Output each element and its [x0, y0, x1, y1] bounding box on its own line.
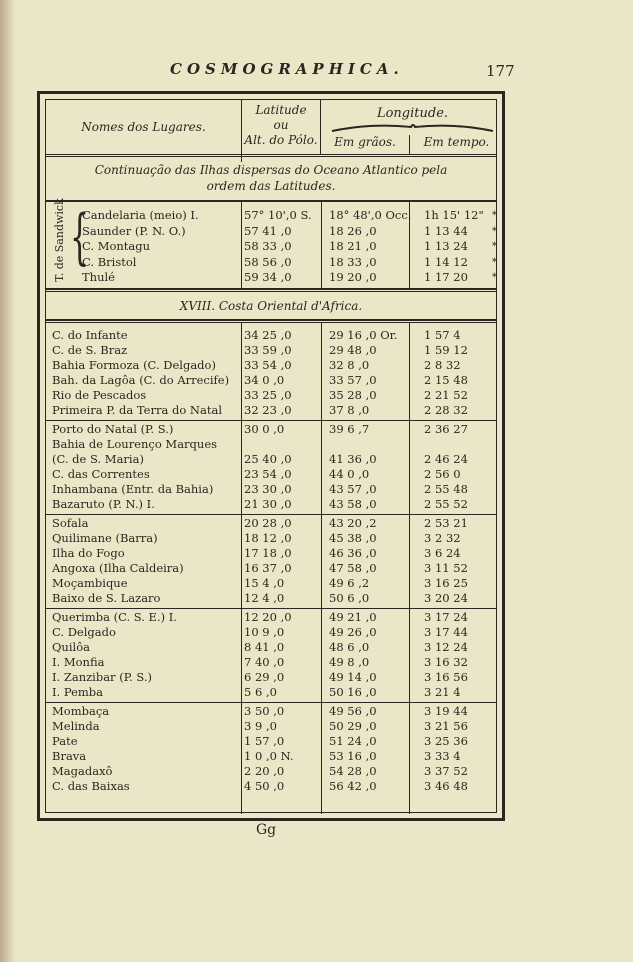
table-row [46, 452, 504, 467]
table-row [46, 610, 504, 625]
header-degrees: Em grãos. [321, 135, 410, 154]
longitude-degrees-value: 50 29 ,0 [329, 719, 377, 733]
table-row [46, 328, 504, 343]
star-mark: * [492, 210, 497, 221]
table-row [46, 685, 504, 700]
longitude-degrees-value: 33 57 ,0 [329, 373, 377, 387]
table-frame [37, 91, 505, 821]
place-name: (C. de S. Maria) [52, 452, 144, 466]
rule [46, 200, 496, 202]
longitude-degrees-value: 49 6 ,2 [329, 576, 370, 590]
header-latitude [241, 100, 321, 154]
longitude-time-value: 3 12 24 [424, 640, 468, 654]
table-row [46, 403, 504, 418]
longitude-degrees-value: 54 28 ,0 [329, 764, 377, 778]
table-row [46, 749, 504, 764]
latitude-value: 23 30 ,0 [244, 482, 292, 496]
continuation-note: Continuação das Ilhas dispersas do Oceano Atlantico pela ordem das Latitudes. [94, 163, 448, 193]
place-name: Ilha do Fogo [52, 546, 125, 560]
table-row [46, 208, 504, 223]
place-name: Rio de Pescados [52, 388, 147, 402]
place-name: Magadaxô [52, 764, 113, 778]
longitude-degrees-value: 35 28 ,0 [329, 388, 377, 402]
longitude-time-value: 2 55 48 [424, 482, 468, 496]
group-divider [46, 608, 496, 609]
group-divider [46, 514, 496, 515]
place-name: Melinda [52, 719, 100, 733]
latitude-value: 7 40 ,0 [244, 655, 285, 669]
longitude-degrees-value: 19 20 ,0 [329, 270, 377, 284]
table-row [46, 239, 504, 254]
longitude-degrees-value: 18° 48',0 Occ. [329, 208, 412, 222]
longitude-time-value: 3 33 4 [424, 749, 461, 763]
table-row [46, 764, 504, 779]
running-head: COSMOGRAPHICA. [170, 60, 404, 78]
longitude-time-value: 3 16 25 [424, 576, 468, 590]
place-name: C. Montagu [82, 239, 151, 253]
latitude-value: 34 0 ,0 [244, 373, 285, 387]
longitude-degrees-value: 44 0 ,0 [329, 467, 370, 481]
table-row [46, 437, 504, 452]
column-divider [241, 154, 242, 162]
latitude-value: 18 12 ,0 [244, 531, 292, 545]
longitude-degrees-value: 51 24 ,0 [329, 734, 377, 748]
header-names: Nomes dos Lugares. [81, 120, 206, 134]
longitude-degrees-value: 46 36 ,0 [329, 546, 377, 560]
latitude-value: 57 41 ,0 [244, 223, 292, 238]
place-name: Querimba (C. S. E.) I. [52, 610, 177, 624]
longitude-time-value: 3 17 44 [424, 625, 468, 639]
header-latitude-line2: ou [273, 118, 289, 132]
longitude-degrees-value: 48 6 ,0 [329, 640, 370, 654]
latitude-value: 4 50 ,0 [244, 779, 285, 793]
table-header [46, 100, 496, 157]
latitude-value: 3 50 ,0 [244, 704, 285, 718]
latitude-value: 34 25 ,0 [244, 328, 292, 342]
latitude-value: 58 56 ,0 [244, 254, 292, 269]
place-name: Bazaruto (P. N.) I. [52, 497, 155, 511]
column-divider [409, 200, 410, 288]
longitude-degrees-value: 18 33 ,0 [329, 254, 377, 269]
table-row [46, 343, 504, 358]
latitude-value: 8 41 ,0 [244, 640, 285, 654]
column-divider [321, 200, 322, 288]
longitude-time-value: 3 19 44 [424, 704, 468, 718]
latitude-value: 23 54 ,0 [244, 467, 292, 481]
latitude-value: 33 59 ,0 [244, 343, 292, 357]
latitude-value: 30 0 ,0 [244, 422, 285, 436]
table-row [46, 640, 504, 655]
place-name: Inhambana (Entr. da Bahia) [52, 482, 214, 496]
table-row [46, 497, 504, 512]
header-longitude-title: Longitude. [376, 106, 449, 121]
longitude-time-value: 1 13 44 [424, 223, 468, 238]
longitude-degrees-value: 29 48 ,0 [329, 343, 377, 357]
longitude-degrees-value: 49 14 ,0 [329, 670, 377, 684]
table-row [46, 546, 504, 561]
page-gutter-shadow [0, 0, 16, 962]
longitude-degrees-value: 56 42 ,0 [329, 779, 377, 793]
table-row [46, 779, 504, 794]
signature-mark: Gg [256, 822, 277, 838]
longitude-time-value: 3 37 52 [424, 764, 468, 778]
star-mark: * [492, 225, 497, 237]
rule [46, 288, 496, 290]
latitude-value: 59 34 ,0 [244, 270, 292, 284]
table-inner [45, 99, 497, 813]
longitude-time-value: 3 2 32 [424, 531, 461, 545]
longitude-degrees-value: 37 8 ,0 [329, 403, 370, 417]
longitude-degrees-value: 50 6 ,0 [329, 591, 370, 605]
place-name: Brava [52, 749, 87, 763]
rule [46, 319, 496, 321]
rule [46, 322, 496, 323]
place-name: I. Pemba [52, 685, 104, 699]
column-divider [241, 200, 242, 288]
table-row [46, 531, 504, 546]
table-row [46, 467, 504, 482]
rule [46, 291, 496, 292]
latitude-value: 15 4 ,0 [244, 576, 285, 590]
longitude-brace-icon [331, 122, 494, 132]
longitude-time-value: 3 46 48 [424, 779, 468, 793]
place-name: Moçambique [52, 576, 128, 590]
longitude-degrees-value: 49 26 ,0 [329, 625, 377, 639]
latitude-value: 21 30 ,0 [244, 497, 292, 511]
table-row [46, 255, 504, 270]
longitude-time-value: 3 20 24 [424, 591, 468, 605]
longitude-degrees-value: 43 20 ,2 [329, 516, 377, 530]
table-row [46, 270, 504, 285]
place-name: Bahia de Lourenço Marques [52, 437, 218, 451]
longitude-time-value: 3 17 24 [424, 610, 468, 624]
place-name: Bah. da Lagôa (C. do Arrecife) [52, 373, 230, 387]
latitude-value: 12 4 ,0 [244, 591, 285, 605]
longitude-degrees-value: 45 38 ,0 [329, 531, 377, 545]
longitude-time-value: 2 55 52 [424, 497, 468, 511]
place-name: C. de S. Braz [52, 343, 128, 357]
place-name: Angoxa (Ilha Caldeira) [52, 561, 184, 575]
header-latitude-line3: Alt. do Pólo. [244, 133, 318, 147]
longitude-degrees-value: 43 57 ,0 [329, 482, 377, 496]
header-longitude [321, 100, 504, 154]
latitude-value: 58 33 ,0 [244, 239, 292, 253]
table-row [46, 224, 504, 239]
latitude-value: 32 23 ,0 [244, 403, 292, 417]
place-name: Primeira P. da Terra do Natal [52, 403, 223, 417]
table-row [46, 655, 504, 670]
latitude-value: 10 9 ,0 [244, 625, 285, 639]
place-name: Quilimane (Barra) [52, 531, 158, 545]
longitude-time-value: 3 16 32 [424, 655, 468, 669]
header-latitude-line1: Latitude [255, 103, 307, 117]
place-name: C. das Correntes [52, 467, 150, 481]
longitude-time-value: 3 16 56 [424, 670, 468, 684]
place-name: Baixo de S. Lazaro [52, 591, 161, 605]
latitude-value: 25 40 ,0 [244, 452, 292, 466]
longitude-time-value: 3 6 24 [424, 546, 461, 560]
latitude-value: 17 18 ,0 [244, 546, 292, 560]
table-row [46, 561, 504, 576]
page-number: 177 [486, 62, 515, 80]
table-row [46, 719, 504, 734]
longitude-time-value: 2 21 52 [424, 388, 468, 402]
star-mark: * [492, 256, 497, 268]
longitude-degrees-value: 49 8 ,0 [329, 655, 370, 669]
place-name: I. Zanzibar (P. S.) [52, 670, 153, 684]
latitude-value: 20 28 ,0 [244, 516, 292, 530]
table-row [46, 373, 504, 388]
longitude-time-value: 1 14 12 [424, 254, 468, 269]
place-name: Candelaria (meio) I. [82, 208, 199, 222]
latitude-value: 33 54 ,0 [244, 358, 292, 372]
place-name: C. do Infante [52, 328, 128, 342]
longitude-time-value: 2 46 24 [424, 452, 468, 466]
latitude-value: 2 20 ,0 [244, 764, 285, 778]
place-name: Thulé [82, 270, 115, 284]
longitude-degrees-value: 50 16 ,0 [329, 685, 377, 699]
longitude-degrees-value: 18 26 ,0 [329, 223, 377, 238]
latitude-value: 57° 10',0 S. [244, 208, 312, 222]
table-row [46, 625, 504, 640]
table-row [46, 358, 504, 373]
table-row [46, 422, 504, 437]
table-row [46, 734, 504, 749]
latitude-value: 12 20 ,0 [244, 610, 292, 624]
table-row [46, 388, 504, 403]
longitude-time-value: 2 28 32 [424, 403, 468, 417]
latitude-value: 1 0 ,0 N. [244, 749, 294, 763]
longitude-time-value: 3 25 36 [424, 734, 468, 748]
longitude-degrees-value: 32 8 ,0 [329, 358, 370, 372]
star-mark: * [492, 241, 497, 252]
place-name: Bahia Formoza (C. Delgado) [52, 358, 216, 372]
longitude-degrees-value: 41 36 ,0 [329, 452, 377, 466]
header-time: Em tempo. [423, 135, 490, 149]
latitude-value: 16 37 ,0 [244, 561, 292, 575]
longitude-time-value: 2 56 0 [424, 467, 461, 481]
longitude-time-value: 1h 15' 12" [424, 208, 484, 222]
longitude-time-value: 1 13 24 [424, 239, 468, 253]
longitude-time-value: 2 36 27 [424, 422, 468, 436]
longitude-time-value: 2 15 48 [424, 373, 468, 387]
place-name: I. Monfia [52, 655, 105, 669]
sandwich-brace-icon: { [70, 202, 90, 272]
longitude-degrees-value: 43 58 ,0 [329, 497, 377, 511]
longitude-degrees-value: 49 21 ,0 [329, 610, 377, 624]
table-row [46, 516, 504, 531]
place-name: Pate [52, 734, 78, 748]
place-name: C. Delgado [52, 625, 116, 639]
latitude-value: 6 29 ,0 [244, 670, 285, 684]
longitude-time-value: 3 11 52 [424, 561, 468, 575]
longitude-time-value: 1 17 20 [424, 270, 468, 284]
longitude-degrees-value: 39 6 ,7 [329, 422, 370, 436]
table-row [46, 670, 504, 685]
place-name: Porto do Natal (P. S.) [52, 422, 174, 436]
longitude-time-value: 1 57 4 [424, 328, 461, 342]
latitude-value: 3 9 ,0 [244, 719, 277, 733]
longitude-degrees-value: 47 58 ,0 [329, 561, 377, 575]
latitude-value: 5 6 ,0 [244, 685, 277, 699]
group-divider [46, 420, 496, 421]
place-name: Mombaça [52, 704, 110, 718]
longitude-time-value: 3 21 4 [424, 685, 461, 699]
longitude-degrees-value: 18 21 ,0 [329, 239, 377, 253]
place-name: C. das Baixas [52, 779, 130, 793]
table-row [46, 576, 504, 591]
place-name: Sofala [52, 516, 89, 530]
table-row [46, 482, 504, 497]
latitude-value: 33 25 ,0 [244, 388, 292, 402]
longitude-time-value: 2 53 21 [424, 516, 468, 530]
sandwich-islands-label: T. de Sandwick [53, 198, 66, 282]
star-mark: * [492, 272, 497, 283]
longitude-degrees-value: 29 16 ,0 Or. [329, 328, 398, 342]
table-row [46, 704, 504, 719]
table-row [46, 591, 504, 606]
group-divider [46, 702, 496, 703]
longitude-time-value: 1 59 12 [424, 343, 468, 357]
place-name: Saunder (P. N. O.) [82, 223, 186, 238]
longitude-degrees-value: 53 16 ,0 [329, 749, 377, 763]
longitude-degrees-value: 49 56 ,0 [329, 704, 377, 718]
section-title: XVIII. Costa Oriental d'Africa. [179, 299, 363, 313]
longitude-time-value: 2 8 32 [424, 358, 461, 372]
longitude-time-value: 3 21 56 [424, 719, 468, 733]
place-name: Quilôa [52, 640, 90, 654]
latitude-value: 1 57 ,0 [244, 734, 285, 748]
place-name: C. Bristol [82, 254, 137, 269]
